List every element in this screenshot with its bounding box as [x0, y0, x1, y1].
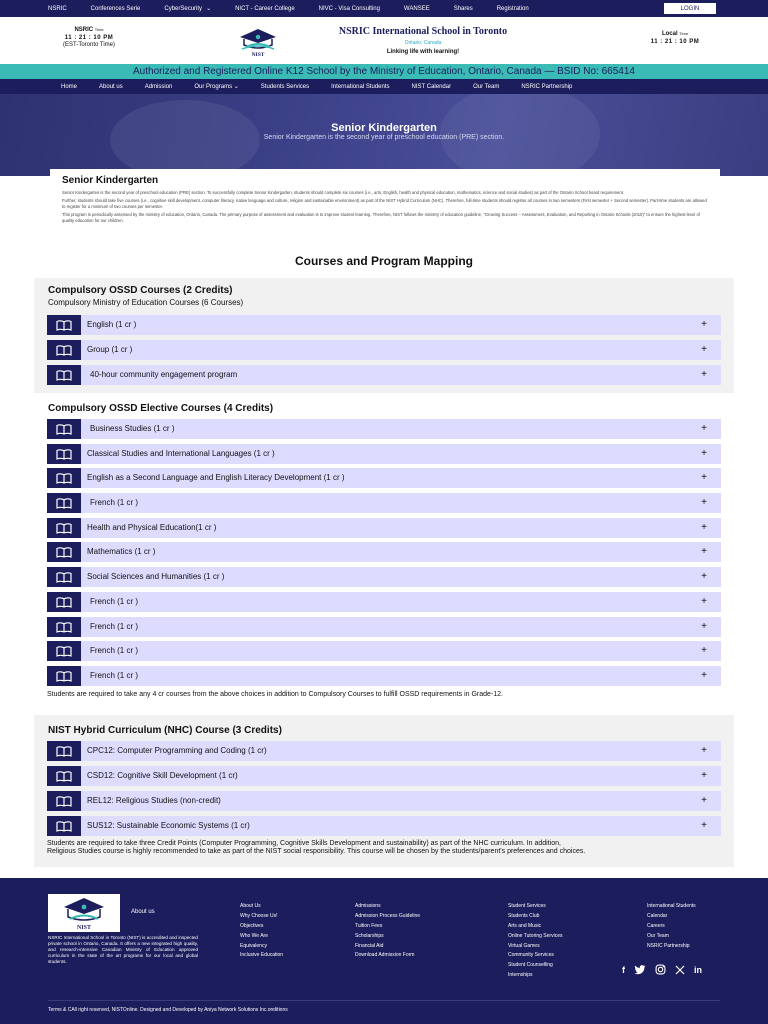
topbar-link-nivc[interactable]: NIVC - Visa Consulting	[318, 5, 380, 12]
footer-link[interactable]: Tuition Fees	[355, 922, 383, 929]
hero-banner	[0, 94, 768, 176]
footer-column-international	[647, 903, 696, 952]
expand-plus-icon[interactable]: +	[701, 546, 707, 557]
course-row[interactable]	[47, 444, 721, 464]
expand-plus-icon[interactable]: +	[701, 745, 707, 756]
intro-paragraph: Further, students should take five courses (i.e., cognitive skill development, computer literacy, native language and culture, religion and sustainable environment) as part of the NIST Hybrid Curriculum (NHC). Therefore, full-time students should register all courses in two semesters (First semester + Second semester). Part-time students are allowed to register for a minimum of two courses per semester.	[62, 198, 707, 210]
topbar-link-shares[interactable]: Shares	[453, 5, 473, 12]
book-icon	[47, 518, 81, 538]
course-name: SUS12: Sustainable Economic Systems (1 cr)	[87, 821, 250, 830]
expand-plus-icon[interactable]: +	[701, 344, 707, 355]
footer-description: NSRIC International School in Toronto (NIST) is accredited and inspected private school in Ontario, Canada. It offers a new integrated high quality, and research-intensive Canadian Ministry of Education approved curriculum in the state of the art programs for our local and global students.	[48, 935, 198, 964]
nav-students-services[interactable]: Students Services	[260, 83, 310, 90]
site-footer	[0, 878, 768, 1024]
footer-divider	[48, 1000, 720, 1001]
course-name: 40-hour community engagement program	[90, 370, 238, 379]
nsric-clock-time: 11 : 21 : 10 PM	[64, 34, 114, 41]
footer-link[interactable]: Arts and Music	[508, 922, 542, 929]
footer-link[interactable]: Scholarships	[355, 932, 384, 939]
top-bar	[0, 0, 768, 17]
book-icon	[47, 315, 81, 335]
accreditation-banner: Authorized and Registered Online K12 School by the Ministry of Education, Ontario, Canada — BSID No: 665414	[0, 64, 768, 79]
expand-plus-icon[interactable]: +	[701, 497, 707, 508]
book-icon	[47, 791, 81, 811]
expand-plus-icon[interactable]: +	[701, 670, 707, 681]
footer-link[interactable]: Why Choose Us!	[240, 912, 278, 919]
course-name: Classical Studies and International Languages (1 cr )	[87, 449, 275, 458]
course-group-note: Students are required to take three Credit Points (Computer Programming, Cognitive Skills Development and sustainability) as part of the NHC curriculum. In addition, Religious Studies course is highly recommended to take as part of the NIST social responsibility. This course will be chosen by the students/parent's preferences and choices.	[47, 840, 586, 856]
nsric-clock-label: NSRIC Time	[74, 27, 104, 33]
book-icon	[47, 666, 81, 686]
hero-subtitle: Senior Kindergarten is the second year of preschool education (PRE) section.	[263, 134, 505, 141]
course-row[interactable]	[47, 518, 721, 538]
nav-nsric-partnership[interactable]: NSRIC Partnership	[521, 83, 573, 90]
course-name: English (1 cr )	[87, 320, 137, 329]
book-icon	[47, 365, 81, 385]
course-name: REL12: Religious Studies (non-credit)	[87, 796, 221, 805]
expand-plus-icon[interactable]: +	[701, 596, 707, 607]
expand-plus-icon[interactable]: +	[701, 621, 707, 632]
expand-plus-icon[interactable]: +	[701, 369, 707, 380]
topbar-link-wansee[interactable]: WANSEE	[403, 5, 430, 12]
book-icon	[47, 419, 81, 439]
school-location: Ontario, Canada	[404, 40, 442, 46]
local-clock-time: 11 : 21 : 10 PM	[650, 38, 700, 45]
intro-paragraph: This program is periodically assessed by the ministry of education, Ontario, Canada. The primary purpose of assessment and evaluation is to improve student learning. Therefore, NIST follows the ministry of education guideline, "Growing Success – Assessment, Evaluation, and Reporting in Ontario Schools (2010)" to ensure the highest level of quality education for our children.	[62, 212, 700, 224]
book-icon	[47, 741, 81, 761]
topbar-link-conferences[interactable]: Conferences Serie	[90, 5, 141, 12]
footer-link[interactable]: Admission Process Guideline	[355, 912, 421, 919]
x-icon[interactable]	[675, 965, 685, 975]
main-nav	[0, 79, 768, 94]
nav-our-programs-label: Our Programs	[194, 84, 233, 90]
nav-international-students[interactable]: International Students	[331, 83, 390, 90]
expand-plus-icon[interactable]: +	[701, 770, 707, 781]
footer-link[interactable]: Calendar	[647, 912, 668, 919]
course-name: French (1 cr )	[90, 671, 139, 680]
hero-title: Senior Kindergarten	[331, 122, 437, 134]
topbar-link-cybersecurity[interactable]	[164, 5, 211, 12]
footer-column-about	[240, 903, 283, 962]
footer-link[interactable]: Inclusive Education	[240, 952, 284, 959]
footer-link[interactable]: Online Tutoring Services	[508, 932, 563, 939]
expand-plus-icon[interactable]: +	[701, 795, 707, 806]
nav-admission[interactable]: Admission	[144, 83, 173, 90]
footer-link[interactable]: Community Services	[508, 952, 554, 959]
course-group-title: NIST Hybrid Curriculum (NHC) Course (3 Credits)	[48, 725, 282, 736]
section-title: Courses and Program Mapping	[294, 254, 474, 268]
site-header	[0, 17, 768, 64]
book-icon	[47, 816, 81, 836]
course-row[interactable]	[47, 666, 721, 686]
course-group-subtitle: Compulsory Ministry of Education Courses (6 Courses)	[48, 298, 244, 307]
course-row[interactable]	[47, 766, 721, 786]
local-clock	[640, 31, 710, 46]
footer-column-services	[508, 903, 562, 982]
course-row[interactable]	[47, 493, 721, 513]
footer-link[interactable]: NSRIC Partnership	[647, 942, 690, 949]
nav-home[interactable]: Home	[61, 83, 78, 90]
local-clock-label: Local Time	[661, 31, 689, 37]
intro-card	[50, 169, 720, 239]
book-icon	[47, 592, 81, 612]
course-name: Group (1 cr )	[87, 345, 133, 354]
login-button[interactable]: LOGIN	[664, 3, 716, 14]
course-name: French (1 cr )	[90, 646, 139, 655]
intro-paragraph: Senior Kindergarten is the second year of preschool education (PRE) section. To successfully complete Senior Kindergarten, students should complete six courses (i.e., arts, English, health and physical education, mathematics, science and social studies) as part of the Ontario School board requirement.	[62, 190, 625, 195]
footer-link[interactable]: Who We Are	[240, 932, 268, 939]
expand-plus-icon[interactable]: +	[701, 319, 707, 330]
twitter-icon[interactable]	[634, 965, 646, 975]
social-links	[622, 964, 702, 975]
school-name[interactable]: NSRIC International School in Toronto	[338, 26, 508, 37]
course-row[interactable]	[47, 567, 721, 587]
nsric-clock-zone: (EST-Toronto Time)	[62, 42, 115, 48]
chevron-down-icon: ⌄	[206, 6, 212, 12]
footer-link[interactable]: Students Club	[508, 912, 540, 919]
footer-link[interactable]: International Students	[647, 903, 696, 909]
course-group-title: Compulsory OSSD Elective Courses (4 Credits)	[48, 403, 274, 414]
course-name: Business Studies (1 cr )	[90, 424, 175, 433]
topbar-link-cybersecurity-label: CyberSecurity	[164, 5, 203, 12]
copyright-text: Terms & CAll right reserved, NISTOnline. Designed and Developed by Aniya Network Solutions Inc.onditions	[48, 1007, 288, 1013]
course-name: CSD12: Cognitive Skill Development (1 cr)	[87, 771, 238, 780]
book-icon	[47, 567, 81, 587]
course-row[interactable]	[47, 542, 721, 562]
footer-link[interactable]: Careers	[647, 922, 665, 929]
course-row[interactable]	[47, 592, 721, 612]
course-row[interactable]	[47, 315, 721, 335]
book-icon	[47, 468, 81, 488]
topbar-link-nict[interactable]: NICT - Career College	[235, 5, 295, 12]
facebook-icon[interactable]: f	[622, 964, 625, 975]
course-name: French (1 cr )	[90, 622, 139, 631]
expand-plus-icon[interactable]: +	[701, 645, 707, 656]
course-row[interactable]	[47, 816, 721, 836]
footer-link[interactable]: Student Services	[508, 903, 546, 909]
expand-plus-icon[interactable]: +	[701, 820, 707, 831]
expand-plus-icon[interactable]: +	[701, 522, 707, 533]
svg-text:NIST: NIST	[76, 925, 92, 931]
intro-title: Senior Kindergarten	[62, 175, 159, 186]
book-icon	[47, 340, 81, 360]
nav-our-programs[interactable]	[194, 83, 238, 90]
topbar-link-registration[interactable]: Registration	[496, 5, 529, 12]
footer-link[interactable]: About Us	[240, 903, 261, 909]
book-icon	[47, 617, 81, 637]
nsric-clock	[54, 27, 124, 50]
footer-link[interactable]: Financial Aid	[355, 942, 384, 949]
nav-our-team[interactable]: Our Team	[473, 83, 500, 90]
course-row[interactable]	[47, 365, 721, 385]
course-row[interactable]	[47, 468, 721, 488]
footer-link[interactable]: Download Admission Form	[355, 952, 415, 959]
book-icon	[47, 766, 81, 786]
course-group-note: Students are required to take any 4 cr courses from the above choices in addition to Compulsory Courses to fulfill OSSD requirements in Grade-12.	[47, 691, 504, 698]
course-name: English as a Second Language and English Literacy Development (1 cr )	[87, 473, 345, 482]
course-name: CPC12: Computer Programming and Coding (1 cr)	[87, 746, 267, 755]
course-row[interactable]	[47, 617, 721, 637]
expand-plus-icon[interactable]: +	[701, 423, 707, 434]
footer-link[interactable]: Student Counselling	[508, 962, 553, 969]
course-row[interactable]	[47, 340, 721, 360]
footer-link[interactable]: Objectives	[240, 922, 264, 929]
footer-column-admissions	[355, 903, 420, 962]
footer-about-us[interactable]: About us	[131, 909, 155, 915]
course-row[interactable]	[47, 419, 721, 439]
expand-plus-icon[interactable]: +	[701, 472, 707, 483]
course-name: Social Sciences and Humanities (1 cr )	[87, 572, 225, 581]
book-icon	[47, 542, 81, 562]
chevron-down-icon: ⌄	[233, 84, 239, 90]
course-name: French (1 cr )	[90, 498, 139, 507]
linkedin-icon[interactable]: in	[694, 964, 702, 975]
book-icon	[47, 493, 81, 513]
course-name: French (1 cr )	[90, 597, 139, 606]
course-row[interactable]	[47, 741, 721, 761]
nist-logo[interactable]	[232, 27, 284, 57]
expand-plus-icon[interactable]: +	[701, 571, 707, 582]
topbar-link-nsric[interactable]: NSRIC	[48, 5, 67, 12]
footer-nist-logo[interactable]	[48, 894, 120, 932]
course-row[interactable]	[47, 791, 721, 811]
school-branding	[296, 26, 550, 55]
course-name: Health and Physical Education(1 cr )	[87, 523, 217, 532]
expand-plus-icon[interactable]: +	[701, 448, 707, 459]
svg-text:NIST: NIST	[251, 52, 265, 57]
footer-link[interactable]: Equivalency	[240, 942, 267, 949]
instagram-icon[interactable]	[655, 964, 666, 975]
school-tagline: Linking life with learning!	[386, 49, 460, 55]
nav-nist-calendar[interactable]: NIST Calendar	[411, 83, 452, 90]
footer-link[interactable]: Admissions	[355, 903, 381, 909]
course-group-title: Compulsory OSSD Courses (2 Credits)	[48, 285, 233, 296]
footer-link[interactable]: Virtual Games	[508, 942, 540, 949]
footer-link[interactable]: Our Team	[647, 932, 669, 939]
footer-link[interactable]: Internships	[508, 972, 533, 979]
nav-about-us[interactable]: About us	[99, 83, 123, 90]
course-row[interactable]	[47, 641, 721, 661]
course-name: Mathematics (1 cr )	[87, 547, 156, 556]
book-icon	[47, 641, 81, 661]
book-icon	[47, 444, 81, 464]
